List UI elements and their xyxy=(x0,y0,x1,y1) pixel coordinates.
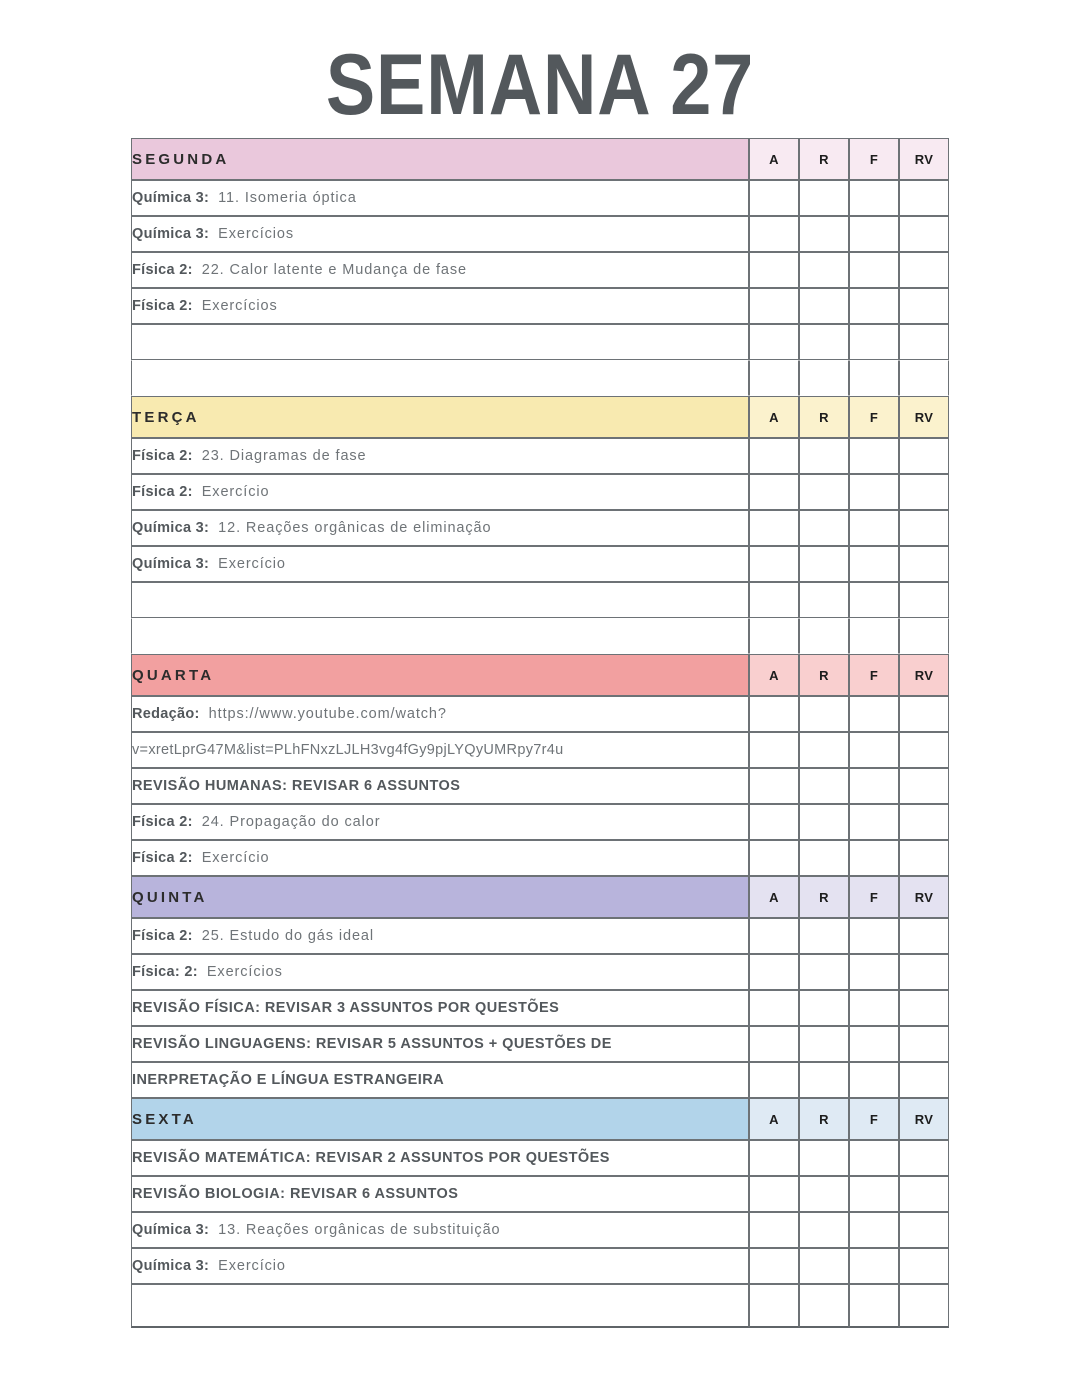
task-detail-text: Exercício xyxy=(201,850,270,866)
task-detail-text: Exercícios xyxy=(201,298,278,314)
checkbox-cell-rv[interactable] xyxy=(899,582,949,618)
task-row xyxy=(131,804,949,840)
task-row xyxy=(131,1284,949,1328)
column-header-r-sexta: R xyxy=(799,1098,849,1140)
task-row xyxy=(131,546,949,582)
task-subject-label: Física 2: xyxy=(132,814,193,830)
task-cell-empty xyxy=(131,1284,749,1328)
section-spacer-row xyxy=(131,360,949,396)
task-cell-subject xyxy=(131,474,749,510)
checkbox-cell-a[interactable] xyxy=(749,180,799,216)
checkbox-cell-f[interactable] xyxy=(849,1212,899,1248)
task-cell-subject xyxy=(131,180,749,216)
task-subject-label: Física 2: xyxy=(132,484,193,500)
checkbox-cell-r[interactable] xyxy=(799,696,849,732)
column-header-rv-quinta: RV xyxy=(899,876,949,918)
checkbox-cell-r[interactable] xyxy=(799,990,849,1026)
checkbox-cell-r[interactable] xyxy=(799,546,849,582)
checkbox-cell-f[interactable] xyxy=(849,954,899,990)
task-cell-subject xyxy=(131,288,749,324)
task-subject-label: Física 2: xyxy=(132,850,193,866)
checkbox-cell-rv[interactable] xyxy=(899,804,949,840)
checkbox-cell-rv[interactable] xyxy=(899,1212,949,1248)
task-row xyxy=(131,510,949,546)
checkbox-cell-a[interactable] xyxy=(749,1176,799,1212)
task-detail-text: 13. Reações orgânicas de substituição xyxy=(218,1222,501,1238)
column-header-a-quinta: A xyxy=(749,876,799,918)
checkbox-cell-a[interactable] xyxy=(749,918,799,954)
checkbox-cell-f[interactable] xyxy=(849,1062,899,1098)
task-row xyxy=(131,474,949,510)
column-header-f-segunda: F xyxy=(849,138,899,180)
checkbox-cell-a[interactable] xyxy=(749,288,799,324)
task-row xyxy=(131,768,949,804)
page-title-container xyxy=(0,0,1080,138)
task-cell-subject xyxy=(131,1248,749,1284)
checkbox-cell-r[interactable] xyxy=(799,840,849,876)
task-detail-text: 12. Reações orgânicas de eliminação xyxy=(218,520,492,536)
checkbox-cell-a[interactable] xyxy=(749,804,799,840)
task-cell-subject xyxy=(131,438,749,474)
column-header-rv-terca: RV xyxy=(899,396,949,438)
checkbox-cell-r[interactable] xyxy=(799,1212,849,1248)
checkbox-cell-rv[interactable] xyxy=(899,1248,949,1284)
checkbox-cell-rv[interactable] xyxy=(899,546,949,582)
task-cell-subject xyxy=(131,1212,749,1248)
task-detail-text: Exercício xyxy=(201,484,270,500)
task-detail-text: https://www.youtube.com/watch? xyxy=(208,706,447,722)
task-subject-label: Química 3: xyxy=(132,190,210,206)
day-header-row-segunda xyxy=(131,138,949,180)
checkbox-cell-r[interactable] xyxy=(799,1176,849,1212)
column-header-a-quarta: A xyxy=(749,654,799,696)
checkbox-cell-f[interactable] xyxy=(849,438,899,474)
checkbox-cell-a[interactable] xyxy=(749,840,799,876)
checkbox-cell-r[interactable] xyxy=(799,180,849,216)
day-header-row-terca xyxy=(131,396,949,438)
checkbox-cell-f[interactable] xyxy=(849,324,899,360)
checkbox-cell-rv[interactable] xyxy=(899,1026,949,1062)
checkbox-cell-r[interactable] xyxy=(799,732,849,768)
day-header-row-quinta xyxy=(131,876,949,918)
task-detail-text: Exercícios xyxy=(218,226,295,242)
planner-body xyxy=(131,138,949,1328)
task-detail-text: 23. Diagramas de fase xyxy=(201,448,367,464)
task-detail-text: Exercícios xyxy=(206,964,283,980)
task-cell-subject xyxy=(131,252,749,288)
column-header-f-sexta: F xyxy=(849,1098,899,1140)
task-row xyxy=(131,438,949,474)
checkbox-cell-f[interactable] xyxy=(849,1176,899,1212)
day-name-terca: TERÇA xyxy=(131,396,749,438)
section-spacer-checkbox-cell xyxy=(899,618,949,654)
checkbox-cell-rv[interactable] xyxy=(899,732,949,768)
column-header-r-quarta: R xyxy=(799,654,849,696)
task-cell-revision: REVISÃO FÍSICA: REVISAR 3 ASSUNTOS POR QUESTÕES xyxy=(131,990,749,1026)
checkbox-cell-rv[interactable] xyxy=(899,954,949,990)
checkbox-cell-rv[interactable] xyxy=(899,324,949,360)
task-cell-subject xyxy=(131,918,749,954)
task-cell-subject xyxy=(131,954,749,990)
column-header-a-sexta: A xyxy=(749,1098,799,1140)
task-subject-label: Química 3: xyxy=(132,1222,210,1238)
checkbox-cell-rv[interactable] xyxy=(899,1140,949,1176)
task-row xyxy=(131,1212,949,1248)
checkbox-cell-rv[interactable] xyxy=(899,252,949,288)
checkbox-cell-a[interactable] xyxy=(749,954,799,990)
checkbox-cell-r[interactable] xyxy=(799,582,849,618)
task-row xyxy=(131,582,949,618)
task-subject-label: Redação: xyxy=(132,706,200,722)
column-header-a-terca: A xyxy=(749,396,799,438)
checkbox-cell-f[interactable] xyxy=(849,1248,899,1284)
task-row xyxy=(131,954,949,990)
section-spacer-checkbox-cell xyxy=(749,360,799,396)
checkbox-cell-f[interactable] xyxy=(849,990,899,1026)
checkbox-cell-r[interactable] xyxy=(799,474,849,510)
column-header-r-quinta: R xyxy=(799,876,849,918)
day-name-quarta: QUARTA xyxy=(131,654,749,696)
checkbox-cell-f[interactable] xyxy=(849,1026,899,1062)
checkbox-cell-a[interactable] xyxy=(749,1248,799,1284)
task-subject-label: Física 2: xyxy=(132,298,193,314)
task-cell-revision: REVISÃO BIOLOGIA: REVISAR 6 ASSUNTOS xyxy=(131,1176,749,1212)
checkbox-cell-a[interactable] xyxy=(749,510,799,546)
task-cell-revision: INERPRETAÇÃO E LÍNGUA ESTRANGEIRA xyxy=(131,1062,749,1098)
checkbox-cell-rv[interactable] xyxy=(899,696,949,732)
day-header-row-sexta xyxy=(131,1098,949,1140)
column-header-a-segunda: A xyxy=(749,138,799,180)
section-spacer-cell xyxy=(131,618,749,654)
section-spacer-checkbox-cell xyxy=(749,618,799,654)
checkbox-cell-f[interactable] xyxy=(849,180,899,216)
checkbox-cell-a[interactable] xyxy=(749,696,799,732)
checkbox-cell-a[interactable] xyxy=(749,768,799,804)
task-cell-url-continuation: v=xretLprG47M&list=PLhFNxzLJLH3vg4fGy9pjLYQyUMRpy7r4u xyxy=(131,732,749,768)
checkbox-cell-rv[interactable] xyxy=(899,990,949,1026)
task-cell-subject xyxy=(131,696,749,732)
checkbox-cell-rv[interactable] xyxy=(899,474,949,510)
checkbox-cell-a[interactable] xyxy=(749,1062,799,1098)
checkbox-cell-rv[interactable] xyxy=(899,180,949,216)
column-header-rv-sexta: RV xyxy=(899,1098,949,1140)
checkbox-cell-f[interactable] xyxy=(849,216,899,252)
task-row xyxy=(131,180,949,216)
checkbox-cell-f[interactable] xyxy=(849,510,899,546)
column-header-f-terca: F xyxy=(849,396,899,438)
task-row xyxy=(131,1140,949,1176)
task-subject-label: Física 2: xyxy=(132,262,193,278)
checkbox-cell-a[interactable] xyxy=(749,324,799,360)
checkbox-cell-f[interactable] xyxy=(849,1284,899,1328)
column-header-r-segunda: R xyxy=(799,138,849,180)
checkbox-cell-rv[interactable] xyxy=(899,510,949,546)
checkbox-cell-f[interactable] xyxy=(849,546,899,582)
checkbox-cell-r[interactable] xyxy=(799,438,849,474)
task-cell-empty xyxy=(131,324,749,360)
checkbox-cell-a[interactable] xyxy=(749,1026,799,1062)
checkbox-cell-r[interactable] xyxy=(799,252,849,288)
checkbox-cell-r[interactable] xyxy=(799,1026,849,1062)
day-name-segunda: SEGUNDA xyxy=(131,138,749,180)
task-subject-label: Química 3: xyxy=(132,1258,210,1274)
checkbox-cell-a[interactable] xyxy=(749,732,799,768)
checkbox-cell-r[interactable] xyxy=(799,804,849,840)
checkbox-cell-a[interactable] xyxy=(749,546,799,582)
checkbox-cell-rv[interactable] xyxy=(899,438,949,474)
checkbox-cell-f[interactable] xyxy=(849,582,899,618)
checkbox-cell-f[interactable] xyxy=(849,474,899,510)
checkbox-cell-r[interactable] xyxy=(799,768,849,804)
checkbox-cell-f[interactable] xyxy=(849,732,899,768)
checkbox-cell-f[interactable] xyxy=(849,696,899,732)
checkbox-cell-a[interactable] xyxy=(749,216,799,252)
checkbox-cell-r[interactable] xyxy=(799,918,849,954)
task-row xyxy=(131,216,949,252)
task-row xyxy=(131,1248,949,1284)
checkbox-cell-rv[interactable] xyxy=(899,840,949,876)
section-spacer-cell xyxy=(131,360,749,396)
checkbox-cell-rv[interactable] xyxy=(899,1284,949,1328)
task-cell-subject xyxy=(131,216,749,252)
checkbox-cell-a[interactable] xyxy=(749,582,799,618)
task-row xyxy=(131,990,949,1026)
task-row xyxy=(131,840,949,876)
checkbox-cell-a[interactable] xyxy=(749,474,799,510)
task-cell-subject xyxy=(131,840,749,876)
column-header-r-terca: R xyxy=(799,396,849,438)
checkbox-cell-rv[interactable] xyxy=(899,768,949,804)
checkbox-cell-f[interactable] xyxy=(849,768,899,804)
checkbox-cell-rv[interactable] xyxy=(899,1062,949,1098)
task-row xyxy=(131,1062,949,1098)
task-row xyxy=(131,696,949,732)
column-header-f-quinta: F xyxy=(849,876,899,918)
checkbox-cell-r[interactable] xyxy=(799,954,849,990)
checkbox-cell-a[interactable] xyxy=(749,1212,799,1248)
task-subject-label: Física: 2: xyxy=(132,964,198,980)
checkbox-cell-f[interactable] xyxy=(849,1140,899,1176)
task-row xyxy=(131,732,949,768)
task-cell-subject xyxy=(131,804,749,840)
task-cell-revision: REVISÃO LINGUAGENS: REVISAR 5 ASSUNTOS + QUESTÕES DE xyxy=(131,1026,749,1062)
checkbox-cell-f[interactable] xyxy=(849,288,899,324)
task-cell-subject xyxy=(131,546,749,582)
day-name-quinta: QUINTA xyxy=(131,876,749,918)
task-detail-text: 24. Propagação do calor xyxy=(201,814,381,830)
checkbox-cell-a[interactable] xyxy=(749,990,799,1026)
checkbox-cell-a[interactable] xyxy=(749,438,799,474)
day-header-row-quarta xyxy=(131,654,949,696)
task-cell-revision: REVISÃO MATEMÁTICA: REVISAR 2 ASSUNTOS POR QUESTÕES xyxy=(131,1140,749,1176)
task-subject-label: Química 3: xyxy=(132,226,210,242)
checkbox-cell-rv[interactable] xyxy=(899,918,949,954)
checkbox-cell-rv[interactable] xyxy=(899,216,949,252)
section-spacer-row xyxy=(131,618,949,654)
checkbox-cell-f[interactable] xyxy=(849,918,899,954)
section-spacer-checkbox-cell xyxy=(799,618,849,654)
day-name-sexta: SEXTA xyxy=(131,1098,749,1140)
task-detail-text: 25. Estudo do gás ideal xyxy=(201,928,374,944)
task-row xyxy=(131,252,949,288)
task-row xyxy=(131,324,949,360)
task-cell-subject xyxy=(131,510,749,546)
task-subject-label: Física 2: xyxy=(132,928,193,944)
section-spacer-checkbox-cell xyxy=(799,360,849,396)
checkbox-cell-r[interactable] xyxy=(799,510,849,546)
checkbox-cell-r[interactable] xyxy=(799,324,849,360)
checkbox-cell-rv[interactable] xyxy=(899,1176,949,1212)
task-cell-empty xyxy=(131,582,749,618)
checkbox-cell-a[interactable] xyxy=(749,252,799,288)
task-subject-label: Química 3: xyxy=(132,556,210,572)
checkbox-cell-f[interactable] xyxy=(849,252,899,288)
task-subject-label: Física 2: xyxy=(132,448,193,464)
section-spacer-checkbox-cell xyxy=(849,618,899,654)
checkbox-cell-f[interactable] xyxy=(849,804,899,840)
task-row xyxy=(131,1176,949,1212)
section-spacer-checkbox-cell xyxy=(899,360,949,396)
checkbox-cell-r[interactable] xyxy=(799,1248,849,1284)
checkbox-cell-r[interactable] xyxy=(799,216,849,252)
checkbox-cell-r[interactable] xyxy=(799,1140,849,1176)
task-detail-text: 22. Calor latente e Mudança de fase xyxy=(201,262,467,278)
task-detail-text: Exercício xyxy=(218,556,286,572)
section-spacer-checkbox-cell xyxy=(849,360,899,396)
checkbox-cell-a[interactable] xyxy=(749,1140,799,1176)
task-row xyxy=(131,288,949,324)
page-title: SEMANA 27 xyxy=(325,37,755,133)
checkbox-cell-a[interactable] xyxy=(749,1284,799,1328)
checkbox-cell-r[interactable] xyxy=(799,288,849,324)
task-cell-revision: REVISÃO HUMANAS: REVISAR 6 ASSUNTOS xyxy=(131,768,749,804)
task-row xyxy=(131,1026,949,1062)
checkbox-cell-r[interactable] xyxy=(799,1062,849,1098)
column-header-rv-segunda: RV xyxy=(899,138,949,180)
column-header-rv-quarta: RV xyxy=(899,654,949,696)
checkbox-cell-rv[interactable] xyxy=(899,288,949,324)
task-subject-label: Química 3: xyxy=(132,520,210,536)
checkbox-cell-f[interactable] xyxy=(849,840,899,876)
task-detail-text: 11. Isomeria óptica xyxy=(218,190,357,206)
checkbox-cell-r[interactable] xyxy=(799,1284,849,1328)
weekly-planner-table xyxy=(131,138,949,1328)
task-detail-text: Exercício xyxy=(218,1258,286,1274)
task-row xyxy=(131,918,949,954)
column-header-f-quarta: F xyxy=(849,654,899,696)
